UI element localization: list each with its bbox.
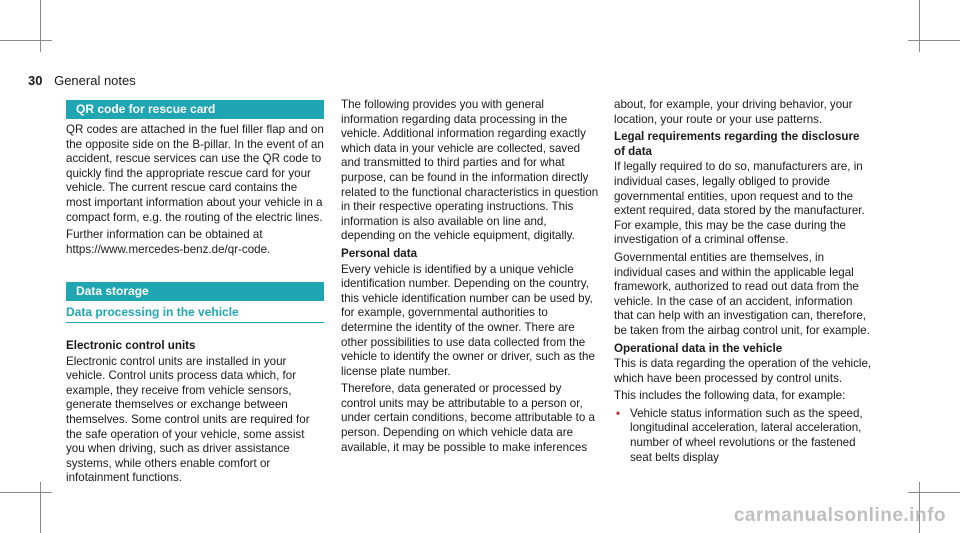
section-bar-data-storage: Data storage xyxy=(66,282,324,301)
paragraph: Further information can be obtained at https://www.mercedes-benz.de/qr-code. xyxy=(66,228,271,256)
column-1 xyxy=(66,100,324,489)
heading: Legal requirements regarding the disclosure of data xyxy=(614,130,860,158)
heading: Personal data xyxy=(341,246,418,260)
crop-mark xyxy=(0,40,52,41)
crop-mark xyxy=(908,40,960,41)
watermark: carmanualsonline.info xyxy=(733,505,946,526)
paragraph: Therefore, data generated or processed by control units may be attributable to a person or, under certain conditions, become attributable to a person. Depending on which vehicle data are available, it may be possible to make inferences xyxy=(341,382,595,454)
paragraph: Every vehicle is identified by a unique vehicle identification number. Depending on the country, this vehicle identification number can be used by, for example, governmental authorities to determine the identity of the owner. There are other possibilities to use data collected from the vehicle to identify the owner or driver, such as the license plate number. xyxy=(341,262,595,378)
page-number: 30 xyxy=(28,73,43,88)
heading: Operational data in the vehicle xyxy=(614,341,783,355)
paragraph: This is data regarding the operation of the vehicle, which have been processed by control units. xyxy=(614,357,872,385)
page-header xyxy=(28,73,136,88)
paragraph: about, for example, your driving behavior, your location, your route or your use patterns. xyxy=(614,98,853,126)
paragraph: QR codes are attached in the fuel filler flap and on the opposite side on the B-pillar. In the event of an accident, rescue services can use the QR code to quickly find the appropriate rescue card for your vehicle. The current rescue card contains the most important information about your vehicle in a compact form, e.g. the routing of the electric lines. xyxy=(66,123,324,224)
list-item: • Vehicle status information such as the speed, longitudinal acceleration, lateral acceleration, number of wheel revolutions or the fastened seat belts display xyxy=(614,407,872,465)
heading: Electronic control units xyxy=(66,338,196,352)
crop-mark xyxy=(908,492,960,493)
section-title: General notes xyxy=(54,73,136,88)
paragraph: This includes the following data, for example: xyxy=(614,389,846,403)
subheading: Data processing in the vehicle xyxy=(66,305,324,323)
crop-mark xyxy=(919,0,920,52)
column-2 xyxy=(341,98,599,458)
crop-mark xyxy=(40,0,41,52)
crop-mark xyxy=(0,492,52,493)
section-bar-qr: QR code for rescue card xyxy=(66,100,324,119)
paragraph: Governmental entities are themselves, in individual cases and within the applicable legal framework, authorized to read out data from the vehicle. In the case of an accident, information that can help with an investigation can, therefore, be taken from the airbag control unit, for example. xyxy=(614,250,870,337)
crop-mark xyxy=(40,482,41,533)
paragraph: If legally required to do so, manufacturers are, in individual cases, legally obliged to provide governmental entities, upon request and to the extent required, data stored by the manufacturer. For example, this may be the case during the investigation of a criminal offense. xyxy=(614,160,865,247)
bullet-list xyxy=(614,407,872,465)
paragraph: Electronic control units are installed in your vehicle. Control units process data which, for example, they receive from vehicle sensors, generate themselves or exchange between themselves. Some control units are required for the safe operation of your vehicle, some assist you when driving, such as driver assistance systems, while others enable comfort or infotainment functions. xyxy=(66,354,310,485)
paragraph: The following provides you with general information regarding data processing in the vehicle. Additional information regarding exactly which data in your vehicle are collected, saved and transmitted to third parties and for what purpose, can be found in the information directly related to the functional characteristics in question in their respective operating instructions. This information is also available on line and, depending on the vehicle equipment, digitally. xyxy=(341,98,599,243)
column-3 xyxy=(614,98,872,465)
